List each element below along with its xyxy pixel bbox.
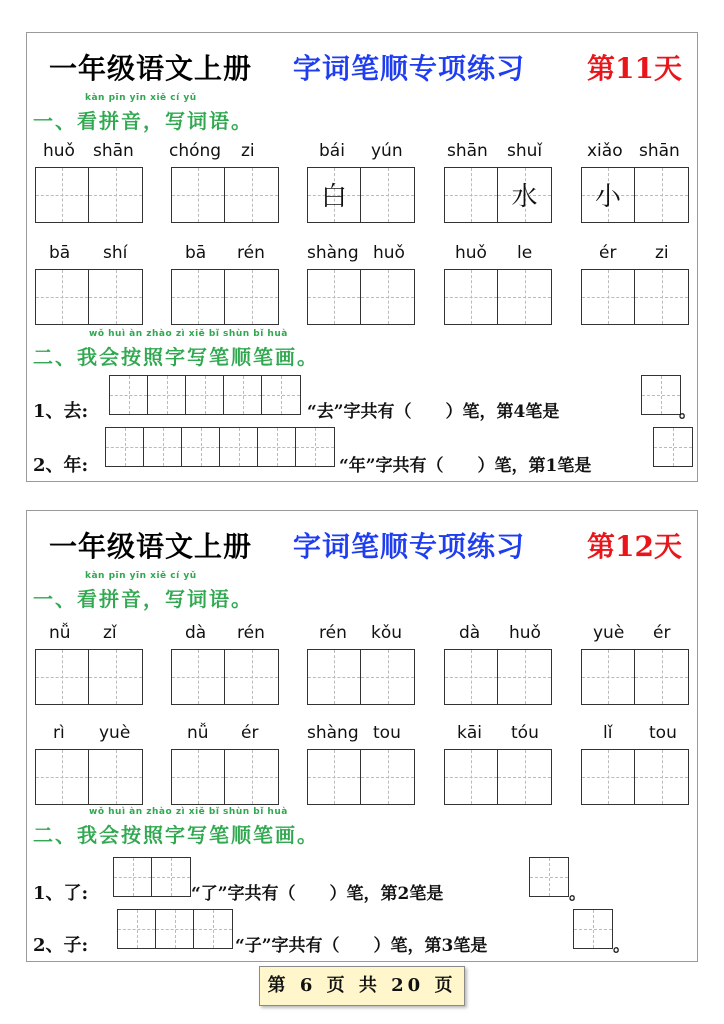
writing-grid[interactable] (581, 649, 689, 705)
pinyin: shān (639, 141, 680, 161)
stroke-order-grid[interactable] (109, 375, 301, 415)
title-grade: 一年级语文上册 (49, 52, 253, 85)
pinyin: zi (655, 243, 669, 263)
question-label: 2、子: (33, 935, 89, 956)
pinyin: nǚ (187, 723, 209, 743)
stroke-order-grid[interactable] (105, 427, 335, 467)
writing-grid[interactable] (35, 649, 143, 705)
section1-pinyin-hint: kàn pīn yīn xiě cí yǔ (85, 93, 197, 103)
pinyin: rén (237, 243, 265, 263)
answer-stroke-box[interactable] (641, 375, 681, 415)
title-day: 第12天 (587, 530, 682, 563)
pinyin: rén (319, 623, 347, 643)
pinyin: zǐ (103, 623, 117, 643)
worksheet-title (27, 43, 697, 87)
question-text: “年”字共有（ ）笔，第1笔是 (339, 456, 592, 476)
stroke-order-grid[interactable] (117, 909, 233, 949)
pinyin: dà (185, 623, 207, 643)
writing-grid[interactable] (307, 749, 415, 805)
pinyin: nǚ (49, 623, 71, 643)
section1-pinyin-hint: kàn pīn yīn xiě cí yǔ (85, 571, 197, 581)
writing-grid[interactable] (444, 649, 552, 705)
pinyin: shàng (307, 243, 359, 263)
question-end: 。 (613, 936, 630, 956)
question-text: “去”字共有（ ）笔，第4笔是 (307, 402, 560, 422)
question-label: 1、了: (33, 883, 89, 904)
writing-grid[interactable] (444, 167, 552, 223)
pinyin: yuè (593, 623, 625, 643)
section2-title: 二、我会按照字写笔顺笔画。 (33, 823, 319, 847)
pinyin: dà (459, 623, 481, 643)
writing-grid[interactable] (307, 167, 415, 223)
pinyin: zi (241, 141, 255, 161)
pinyin: shuǐ (507, 141, 543, 161)
pinyin: ér (653, 623, 671, 643)
section1-title: 一、看拼音，写词语。 (33, 587, 253, 611)
worksheet-title (27, 521, 697, 565)
question-label: 2、年: (33, 455, 89, 476)
title-topic: 字词笔顺专项练习 (293, 52, 526, 85)
pinyin: ér (599, 243, 617, 263)
pinyin: yuè (99, 723, 131, 743)
writing-grid[interactable] (581, 749, 689, 805)
writing-grid[interactable] (171, 269, 279, 325)
writing-grid[interactable] (307, 649, 415, 705)
pinyin: tóu (511, 723, 539, 743)
question-end: 。 (569, 884, 586, 904)
section2-pinyin-hint: wǒ huì àn zhào zì xiě bǐ shùn bǐ huà (89, 807, 288, 817)
title-topic: 字词笔顺专项练习 (293, 530, 526, 563)
writing-grid[interactable] (35, 167, 143, 223)
pinyin: rì (53, 723, 65, 743)
pinyin: ér (241, 723, 259, 743)
answer-stroke-box[interactable] (653, 427, 693, 467)
pinyin: yún (371, 141, 403, 161)
pinyin: bā (49, 243, 71, 263)
pinyin: tou (373, 723, 401, 743)
pinyin: bā (185, 243, 207, 263)
pinyin: le (517, 243, 533, 263)
pinyin: bái (319, 141, 345, 161)
writing-grid[interactable] (171, 649, 279, 705)
pinyin: shān (93, 141, 134, 161)
section1-title: 一、看拼音，写词语。 (33, 109, 253, 133)
writing-grid[interactable] (444, 749, 552, 805)
question-label: 1、去: (33, 401, 89, 422)
question-text: “了”字共有（ ）笔，第2笔是 (191, 884, 444, 904)
pinyin: huǒ (43, 141, 75, 161)
answer-stroke-box[interactable] (573, 909, 613, 949)
pinyin: chóng (169, 141, 222, 161)
writing-grid[interactable] (171, 749, 279, 805)
pinyin: kǒu (371, 623, 403, 643)
hint-character: 白 (321, 182, 348, 212)
pinyin: shí (103, 243, 128, 263)
pinyin: kāi (457, 723, 482, 743)
hint-character: 小 (595, 182, 622, 212)
answer-stroke-box[interactable] (529, 857, 569, 897)
pinyin: huǒ (455, 243, 487, 263)
pinyin: xiǎo (587, 141, 623, 161)
writing-grid[interactable] (35, 749, 143, 805)
pinyin: huǒ (373, 243, 405, 263)
pinyin: shàng (307, 723, 359, 743)
worksheet-day-11 (26, 32, 698, 482)
pinyin: huǒ (509, 623, 541, 643)
hint-character: 水 (511, 182, 538, 212)
title-grade: 一年级语文上册 (49, 530, 253, 563)
writing-grid[interactable] (444, 269, 552, 325)
writing-grid[interactable] (171, 167, 279, 223)
section2-title: 二、我会按照字写笔顺笔画。 (33, 345, 319, 369)
title-day: 第11天 (587, 52, 682, 85)
section2-pinyin-hint: wǒ huì àn zhào zì xiě bǐ shùn bǐ huà (89, 329, 288, 339)
pinyin: lǐ (603, 723, 613, 743)
pinyin: tou (649, 723, 677, 743)
writing-grid[interactable] (581, 269, 689, 325)
writing-grid[interactable] (35, 269, 143, 325)
stroke-order-grid[interactable] (113, 857, 191, 897)
pinyin: shān (447, 141, 488, 161)
pinyin: rén (237, 623, 265, 643)
writing-grid[interactable] (307, 269, 415, 325)
writing-grid[interactable] (581, 167, 689, 223)
worksheet-day-12 (26, 510, 698, 962)
question-text: “子”字共有（ ）笔，第3笔是 (235, 936, 488, 956)
question-end: 。 (679, 402, 696, 422)
page-number: 第 6 页 共 20 页 (259, 966, 465, 1006)
